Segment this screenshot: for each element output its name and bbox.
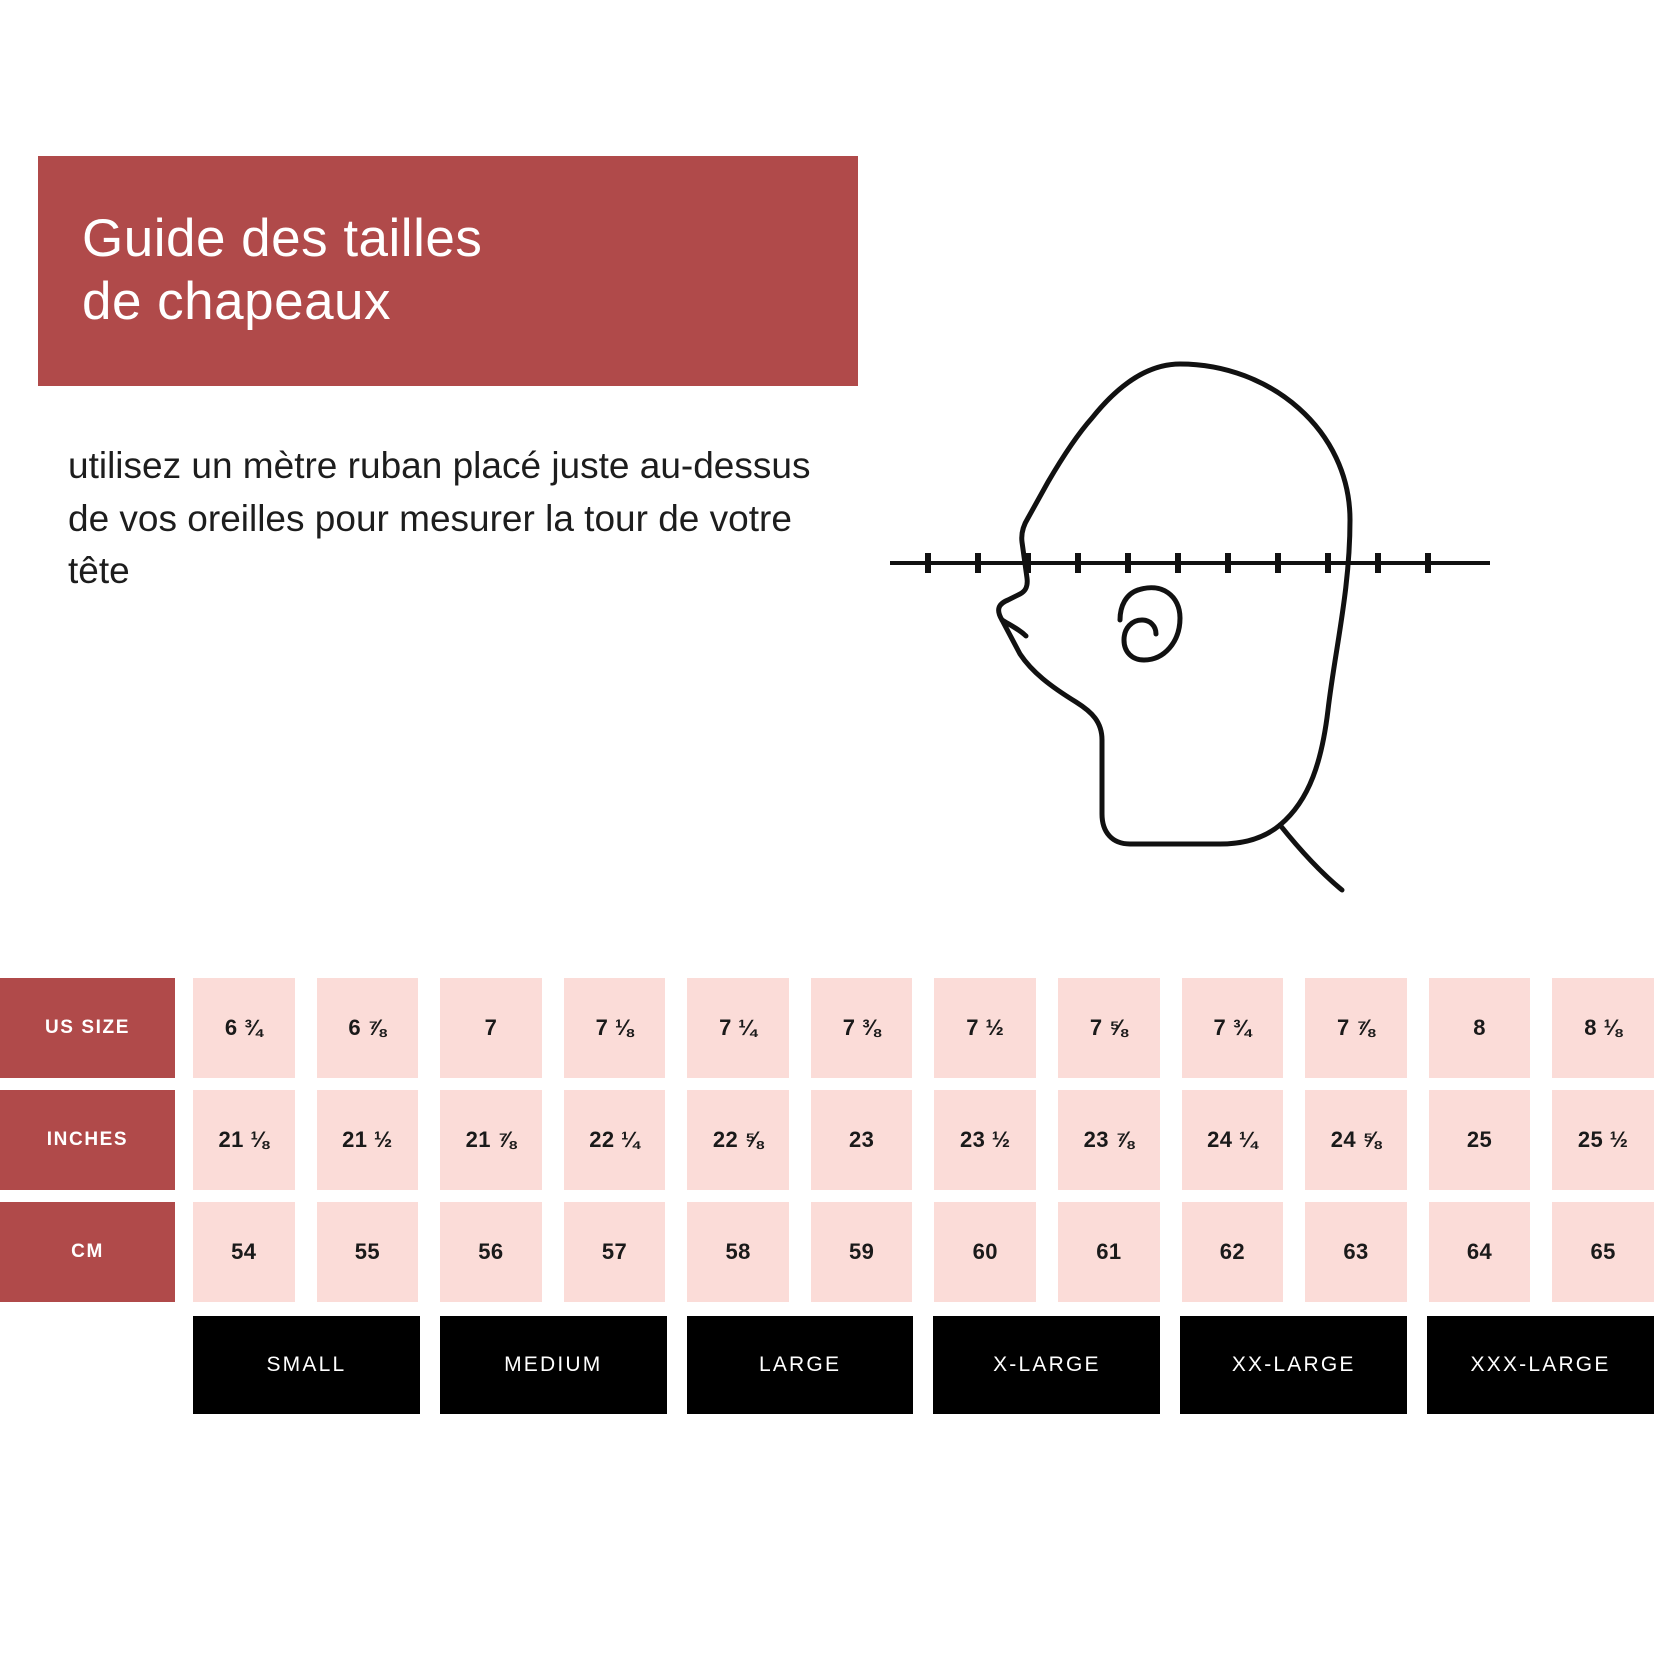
- table-cell: 58: [687, 1202, 789, 1302]
- row-cells-us-size: [193, 978, 1654, 1078]
- table-cell: 54: [193, 1202, 295, 1302]
- table-cell: 65: [1552, 1202, 1654, 1302]
- table-cell: 7 ½: [934, 978, 1036, 1078]
- title-banner: [38, 156, 858, 386]
- table-cell: 24 ⅝: [1305, 1090, 1407, 1190]
- size-category-large: LARGE: [687, 1316, 914, 1414]
- page-title-line-2: de chapeaux: [82, 272, 392, 331]
- table-cell: 23: [811, 1090, 913, 1190]
- table-cell: 64: [1429, 1202, 1531, 1302]
- table-cell: 60: [934, 1202, 1036, 1302]
- table-cell: 22 ⅝: [687, 1090, 789, 1190]
- table-cell: 7 ¾: [1182, 978, 1284, 1078]
- size-chart-table: [0, 978, 1654, 1414]
- size-category-bar: [0, 1316, 1654, 1414]
- table-cell: 25 ½: [1552, 1090, 1654, 1190]
- table-cell: 56: [440, 1202, 542, 1302]
- table-cell: 7 ⅝: [1058, 978, 1160, 1078]
- row-cells-inches: [193, 1090, 1654, 1190]
- table-cell: 57: [564, 1202, 666, 1302]
- table-cell: 6 ⅞: [317, 978, 419, 1078]
- table-cell: 7 ⅛: [564, 978, 666, 1078]
- size-category-xx-large: XX-LARGE: [1180, 1316, 1407, 1414]
- size-category-xxx-large: XXX-LARGE: [1427, 1316, 1654, 1414]
- size-category-small: SMALL: [193, 1316, 420, 1414]
- page-title-line-1: Guide des tailles: [82, 209, 483, 269]
- table-cell: 61: [1058, 1202, 1160, 1302]
- head-profile-icon: [880, 320, 1500, 900]
- row-cells-cm: [193, 1202, 1654, 1302]
- table-cell: 23 ½: [934, 1090, 1036, 1190]
- size-category-medium: MEDIUM: [440, 1316, 667, 1414]
- table-cell: 21 ½: [317, 1090, 419, 1190]
- table-cell: 7 ⅜: [811, 978, 913, 1078]
- table-cell: 6 ¾: [193, 978, 295, 1078]
- table-cell: 8: [1429, 978, 1531, 1078]
- row-header-cm: CM: [0, 1202, 175, 1302]
- table-cell: 25: [1429, 1090, 1531, 1190]
- measuring-instructions: utilisez un mètre ruban placé juste au-dessus de vos oreilles pour mesurer la tour de votre tête: [68, 445, 811, 592]
- table-cell: 21 ⅞: [440, 1090, 542, 1190]
- table-cell: 24 ¼: [1182, 1090, 1284, 1190]
- table-row: [0, 1202, 1654, 1302]
- table-cell: 7 ¼: [687, 978, 789, 1078]
- row-header-inches: INCHES: [0, 1090, 175, 1190]
- row-header-us-size: US SIZE: [0, 978, 175, 1078]
- table-cell: 7 ⅞: [1305, 978, 1407, 1078]
- table-cell: 8 ⅛: [1552, 978, 1654, 1078]
- table-cell: 59: [811, 1202, 913, 1302]
- table-cell: 22 ¼: [564, 1090, 666, 1190]
- table-cell: 62: [1182, 1202, 1284, 1302]
- table-cell: 7: [440, 978, 542, 1078]
- table-row: [0, 1090, 1654, 1190]
- table-row: [0, 978, 1654, 1078]
- table-cell: 23 ⅞: [1058, 1090, 1160, 1190]
- size-category-x-large: X-LARGE: [933, 1316, 1160, 1414]
- table-cell: 21 ⅛: [193, 1090, 295, 1190]
- table-cell: 63: [1305, 1202, 1407, 1302]
- table-cell: 55: [317, 1202, 419, 1302]
